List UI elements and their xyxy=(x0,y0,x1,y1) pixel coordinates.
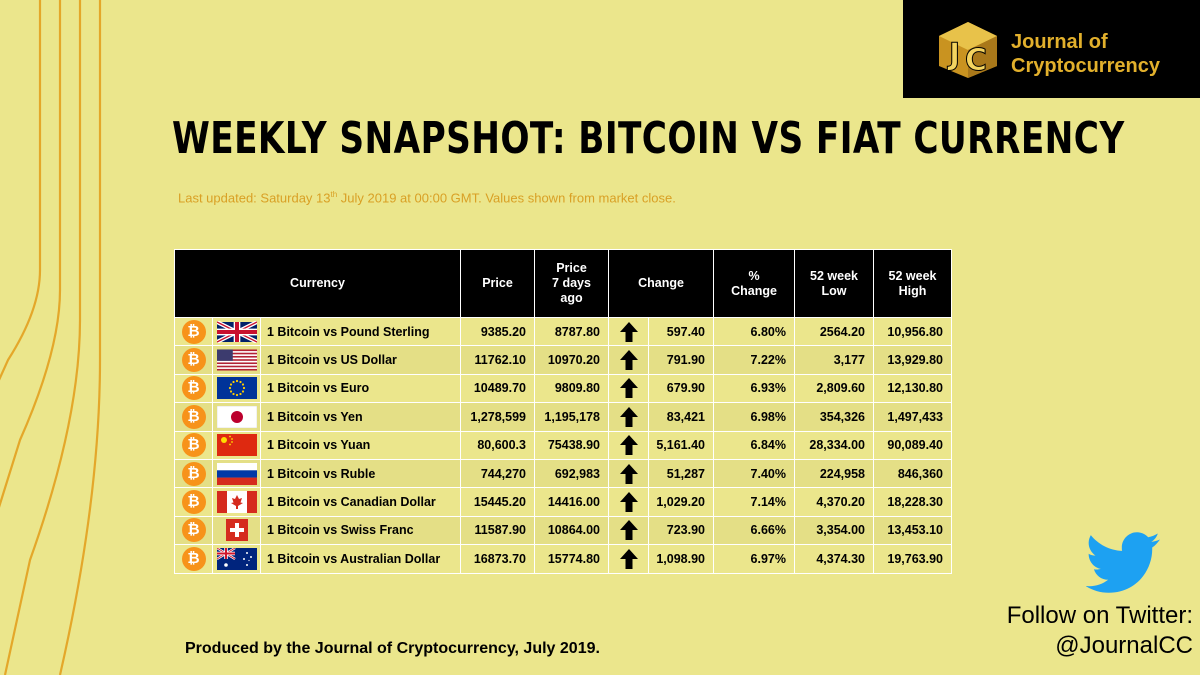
table-row xyxy=(175,374,952,402)
change-cell: 1,098.90 xyxy=(649,545,714,573)
high-52w-cell: 13,453.10 xyxy=(874,516,952,544)
up-arrow-icon xyxy=(609,378,648,398)
header-price-7-l1: Price xyxy=(556,261,587,275)
pct-change-cell: 6.66% xyxy=(714,516,795,544)
currency-name: 1 Bitcoin vs Pound Sterling xyxy=(261,318,461,346)
bitcoin-cell xyxy=(175,545,213,573)
change-cell: 1,029.20 xyxy=(649,488,714,516)
footer-credit: Produced by the Journal of Cryptocurrency, July 2019. xyxy=(185,640,600,657)
change-cell: 83,421 xyxy=(649,403,714,431)
updated-suffix: July 2019 at 00:00 GMT. Values shown from market close. xyxy=(337,190,676,206)
price-cell: 80,600.3 xyxy=(461,431,535,459)
table-row xyxy=(175,346,952,374)
high-52w-cell: 12,130.80 xyxy=(874,374,952,402)
bitcoin-cell xyxy=(175,488,213,516)
header-low-l1: 52 week xyxy=(810,268,858,283)
bitcoin-icon: ₿ xyxy=(182,462,206,486)
bitcoin-icon: ₿ xyxy=(182,320,206,344)
price-cell: 9385.20 xyxy=(461,318,535,346)
price-7-days-cell: 14416.00 xyxy=(535,488,609,516)
arrow-cell xyxy=(609,318,649,346)
brand-name xyxy=(1011,30,1160,78)
bitcoin-cell xyxy=(175,374,213,402)
last-updated-text xyxy=(178,190,676,205)
canada-flag-icon xyxy=(213,491,260,513)
price-7-days-cell: 10864.00 xyxy=(535,516,609,544)
low-52w-cell: 4,374.30 xyxy=(795,545,874,573)
updated-sup: th xyxy=(330,190,338,199)
table-row xyxy=(175,516,952,544)
bitcoin-cell xyxy=(175,516,213,544)
high-52w-cell: 1,497,433 xyxy=(874,403,952,431)
table-row xyxy=(175,403,952,431)
bitcoin-icon: ₿ xyxy=(182,433,206,457)
header-low-l2: Low xyxy=(821,283,847,298)
price-cell: 1,278,599 xyxy=(461,403,535,431)
bitcoin-cell xyxy=(175,403,213,431)
header-price-7-l2: 7 days xyxy=(552,276,591,290)
swiss-flag-icon xyxy=(213,519,260,541)
flag-cell xyxy=(213,459,261,487)
twitter-handle[interactable]: @JournalCC xyxy=(1055,632,1193,659)
flag-cell xyxy=(213,488,261,516)
bitcoin-cell xyxy=(175,431,213,459)
pct-change-cell: 6.80% xyxy=(714,318,795,346)
arrow-cell xyxy=(609,346,649,374)
header-change: Change xyxy=(609,250,714,318)
bitcoin-cell xyxy=(175,318,213,346)
change-cell: 723.90 xyxy=(649,516,714,544)
change-cell: 791.90 xyxy=(649,346,714,374)
uk-flag-icon xyxy=(213,321,260,343)
arrow-cell xyxy=(609,545,649,573)
pct-change-cell: 6.84% xyxy=(714,431,795,459)
price-7-days-cell: 75438.90 xyxy=(535,431,609,459)
svg-text:J: J xyxy=(949,37,961,72)
snapshot-table xyxy=(174,249,952,574)
price-cell: 11587.90 xyxy=(461,516,535,544)
australia-flag-icon xyxy=(213,548,260,570)
low-52w-cell: 224,958 xyxy=(795,459,874,487)
price-cell: 15445.20 xyxy=(461,488,535,516)
change-cell: 679.90 xyxy=(649,374,714,402)
low-52w-cell: 2,809.60 xyxy=(795,374,874,402)
bitcoin-icon: ₿ xyxy=(182,348,206,372)
change-cell: 597.40 xyxy=(649,318,714,346)
us-flag-icon xyxy=(213,349,260,371)
decorative-lines xyxy=(0,0,130,675)
russia-flag-icon xyxy=(213,463,260,485)
page-title: WEEKLY SNAPSHOT: BITCOIN VS FIAT CURRENCY xyxy=(172,113,1125,164)
header-52w-low xyxy=(795,250,874,318)
pct-change-cell: 6.97% xyxy=(714,545,795,573)
bitcoin-icon: ₿ xyxy=(182,547,206,571)
flag-cell xyxy=(213,374,261,402)
table-row xyxy=(175,459,952,487)
china-flag-icon xyxy=(213,434,260,456)
updated-prefix: Last updated: Saturday 13 xyxy=(178,190,331,206)
table-header-row xyxy=(175,250,952,318)
price-cell: 10489.70 xyxy=(461,374,535,402)
up-arrow-icon xyxy=(609,350,648,370)
up-arrow-icon xyxy=(609,435,648,455)
currency-name: 1 Bitcoin vs Yen xyxy=(261,403,461,431)
follow-line-1: Follow on Twitter: xyxy=(1006,602,1193,629)
low-52w-cell: 2564.20 xyxy=(795,318,874,346)
arrow-cell xyxy=(609,374,649,402)
up-arrow-icon xyxy=(609,492,648,512)
header-price-7-l3: ago xyxy=(560,291,583,305)
eu-flag-icon xyxy=(213,377,260,399)
price-cell: 11762.10 xyxy=(461,346,535,374)
flag-cell xyxy=(213,346,261,374)
header-price: Price xyxy=(461,250,535,318)
price-7-days-cell: 9809.80 xyxy=(535,374,609,402)
currency-name: 1 Bitcoin vs Swiss Franc xyxy=(261,516,461,544)
header-pct-l2: Change xyxy=(731,283,777,298)
table-row xyxy=(175,488,952,516)
brand-line-2: Cryptocurrency xyxy=(1011,55,1160,77)
bitcoin-icon: ₿ xyxy=(182,405,206,429)
twitter-bird-icon[interactable] xyxy=(1086,532,1162,594)
flag-cell xyxy=(213,516,261,544)
high-52w-cell: 19,763.90 xyxy=(874,545,952,573)
flag-cell xyxy=(213,318,261,346)
header-52w-high xyxy=(874,250,952,318)
up-arrow-icon xyxy=(609,407,648,427)
currency-name: 1 Bitcoin vs Ruble xyxy=(261,459,461,487)
bitcoin-icon: ₿ xyxy=(182,490,206,514)
arrow-cell xyxy=(609,488,649,516)
price-7-days-cell: 15774.80 xyxy=(535,545,609,573)
high-52w-cell: 18,228.30 xyxy=(874,488,952,516)
pct-change-cell: 6.93% xyxy=(714,374,795,402)
flag-cell xyxy=(213,545,261,573)
header-pct-l1: % xyxy=(748,268,760,283)
price-7-days-cell: 1,195,178 xyxy=(535,403,609,431)
table-row xyxy=(175,318,952,346)
flag-cell xyxy=(213,431,261,459)
header-price-7-days xyxy=(535,250,609,318)
up-arrow-icon xyxy=(609,520,648,540)
currency-name: 1 Bitcoin vs Yuan xyxy=(261,431,461,459)
arrow-cell xyxy=(609,516,649,544)
low-52w-cell: 4,370.20 xyxy=(795,488,874,516)
currency-name: 1 Bitcoin vs Euro xyxy=(261,374,461,402)
follow-twitter-text xyxy=(993,601,1193,661)
pct-change-cell: 6.98% xyxy=(714,403,795,431)
brand-logo-box xyxy=(903,0,1200,98)
low-52w-cell: 3,177 xyxy=(795,346,874,374)
high-52w-cell: 90,089.40 xyxy=(874,431,952,459)
up-arrow-icon xyxy=(609,322,648,342)
change-cell: 51,287 xyxy=(649,459,714,487)
low-52w-cell: 3,354.00 xyxy=(795,516,874,544)
pct-change-cell: 7.40% xyxy=(714,459,795,487)
svg-text:C: C xyxy=(965,43,988,78)
brand-line-1: Journal of xyxy=(1011,31,1108,53)
up-arrow-icon xyxy=(609,464,648,484)
bitcoin-cell xyxy=(175,459,213,487)
header-pct-change xyxy=(714,250,795,318)
table-row xyxy=(175,431,952,459)
price-7-days-cell: 8787.80 xyxy=(535,318,609,346)
arrow-cell xyxy=(609,403,649,431)
high-52w-cell: 13,929.80 xyxy=(874,346,952,374)
change-cell: 5,161.40 xyxy=(649,431,714,459)
table-row xyxy=(175,545,952,573)
price-7-days-cell: 692,983 xyxy=(535,459,609,487)
low-52w-cell: 28,334.00 xyxy=(795,431,874,459)
header-high-l2: High xyxy=(898,283,927,298)
pct-change-cell: 7.22% xyxy=(714,346,795,374)
currency-name: 1 Bitcoin vs Canadian Dollar xyxy=(261,488,461,516)
japan-flag-icon xyxy=(213,406,260,428)
price-cell: 744,270 xyxy=(461,459,535,487)
bitcoin-cell xyxy=(175,346,213,374)
flag-cell xyxy=(213,403,261,431)
jc-logo-icon xyxy=(935,20,1001,80)
low-52w-cell: 354,326 xyxy=(795,403,874,431)
bitcoin-icon: ₿ xyxy=(182,376,206,400)
pct-change-cell: 7.14% xyxy=(714,488,795,516)
arrow-cell xyxy=(609,459,649,487)
high-52w-cell: 846,360 xyxy=(874,459,952,487)
bitcoin-icon: ₿ xyxy=(182,518,206,542)
currency-name: 1 Bitcoin vs Australian Dollar xyxy=(261,545,461,573)
arrow-cell xyxy=(609,431,649,459)
price-7-days-cell: 10970.20 xyxy=(535,346,609,374)
high-52w-cell: 10,956.80 xyxy=(874,318,952,346)
price-cell: 16873.70 xyxy=(461,545,535,573)
up-arrow-icon xyxy=(609,549,648,569)
header-high-l1: 52 week xyxy=(888,268,937,283)
header-currency: Currency xyxy=(175,250,461,318)
currency-name: 1 Bitcoin vs US Dollar xyxy=(261,346,461,374)
